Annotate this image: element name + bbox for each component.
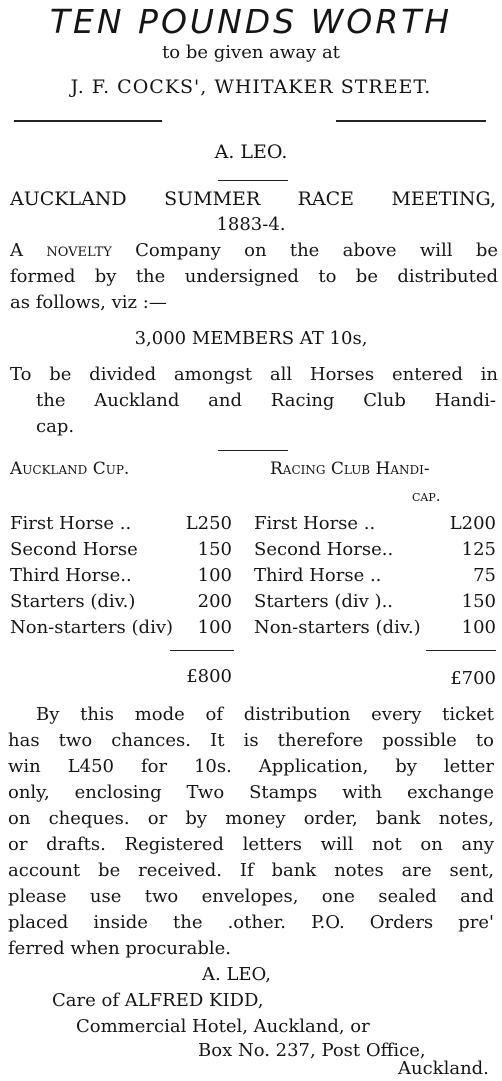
body-line: account be received. If bank notes are sent, <box>8 860 494 881</box>
divider-right <box>336 120 486 122</box>
row-label: Second Horse.. <box>254 539 394 560</box>
row-amount: 125 <box>461 539 496 560</box>
intro-line-1 <box>10 240 498 261</box>
table-row <box>254 565 496 586</box>
table-row <box>254 539 496 560</box>
headline-subtitle: to be given away at <box>162 42 340 63</box>
table-right-heading: Racing Club Handi- <box>270 459 430 479</box>
total-right: £700 <box>450 668 496 689</box>
table-row <box>254 513 496 534</box>
body-line: win L450 for 10s. Application, by letter <box>8 756 494 777</box>
table-row <box>10 539 232 560</box>
advertiser-name: A. LEO. <box>214 141 288 163</box>
row-label: Non-starters (div.) <box>254 617 421 638</box>
table-right-heading-2: cap. <box>412 487 441 505</box>
total-left: £800 <box>186 666 232 687</box>
row-label: Starters (div.) <box>10 591 136 612</box>
body-line: only, enclosing Two Stamps with exchange <box>8 782 494 803</box>
table-row <box>10 565 232 586</box>
table-row <box>254 617 496 638</box>
signature-name: A. LEO, <box>202 964 271 985</box>
row-label: First Horse .. <box>10 513 132 534</box>
body-line: placed inside the .other. P.O. Orders pre' <box>8 912 494 933</box>
divided-line-2: the Auckland and Racing Club Handi- <box>36 390 496 411</box>
row-amount: 100 <box>461 617 496 638</box>
row-label: Third Horse.. <box>10 565 132 586</box>
intro-line-2: formed by the undersigned to be distributed <box>10 266 498 287</box>
divided-line-1: To be divided amongst all Horses entered in <box>10 364 498 385</box>
total-rule-left <box>170 650 234 651</box>
table-row <box>10 617 232 638</box>
row-label: Third Horse .. <box>254 565 382 586</box>
row-amount: 75 <box>473 565 496 586</box>
row-label: First Horse .. <box>254 513 376 534</box>
row-amount: L250 <box>185 513 232 534</box>
body-line: or drafts. Registered letters will not on any <box>8 834 494 855</box>
row-amount: 100 <box>197 617 232 638</box>
row-amount: 150 <box>461 591 496 612</box>
row-amount: L200 <box>449 513 496 534</box>
intro-lead-a: A <box>10 240 23 261</box>
signature-box: Box No. 237, Post Office, <box>198 1040 426 1061</box>
short-divider-2 <box>218 450 288 451</box>
body-line: By this mode of distribution every ticket <box>36 704 494 725</box>
short-divider-1 <box>218 180 288 181</box>
divider-left <box>14 120 162 122</box>
intro-line-3: as follows, viz :— <box>10 292 167 313</box>
signature-care-of: Care of ALFRED KIDD, <box>52 990 264 1011</box>
meeting-title: AUCKLAND SUMMER RACE MEETING, <box>10 188 496 210</box>
table-row <box>254 591 496 612</box>
members-line: 3,000 MEMBERS AT 10s, <box>134 328 368 349</box>
table-row <box>10 591 232 612</box>
table-left-heading: Auckland Cup. <box>10 459 130 479</box>
row-amount: 150 <box>197 539 232 560</box>
divided-line-3: cap. <box>36 416 75 437</box>
shop-name: J. F. COCKS', WHITAKER STREET. <box>70 76 432 98</box>
intro-line-1-text: Company on the above will be <box>135 240 498 261</box>
total-rule-right <box>426 650 496 651</box>
body-line: on cheques. or by money order, bank notes, <box>8 808 494 829</box>
signature-town: Auckland. <box>398 1058 489 1079</box>
row-label: Starters (div ).. <box>254 591 394 612</box>
body-line: ferred when procurable. <box>8 938 232 959</box>
row-label: Non-starters (div) <box>10 617 174 638</box>
intro-lead-word: novelty <box>46 240 112 261</box>
table-row <box>10 513 232 534</box>
signature-hotel: Commercial Hotel, Auckland, or <box>76 1016 370 1037</box>
headline: TEN POUNDS WORTH <box>49 2 453 41</box>
body-line: has two chances. It is therefore possible to <box>8 730 494 751</box>
body-line: please use two envelopes, one sealed and <box>8 886 494 907</box>
row-label: Second Horse <box>10 539 138 560</box>
meeting-season: 1883-4. <box>216 214 286 235</box>
row-amount: 200 <box>197 591 232 612</box>
row-amount: 100 <box>197 565 232 586</box>
